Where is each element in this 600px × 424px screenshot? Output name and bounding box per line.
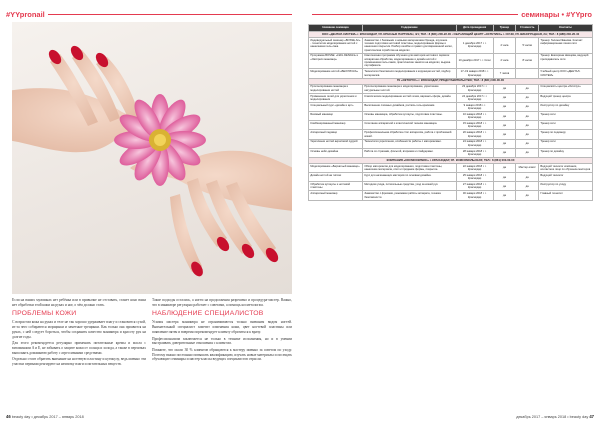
table-cell: да	[493, 130, 516, 139]
table-cell: Моделирование «Бархатный маникюр»	[309, 163, 363, 172]
table-cell: Аппаратный педикюр	[309, 130, 363, 139]
table-cell: Программа BOSSE: «NAIL DESIGN» и «Экспресс-маникюр»	[309, 53, 363, 69]
section-title: ООО «ДЕНТАЛ-СИСТЕМ» г. КРАСНОДАР, УЛ. КРАСНЫХ ПАРТИЗАН, 4/1; ТЕЛ.: 8 (861) 200-22-00 • ОБУЧАЮЩИЙ ЦЕНТР «ЭСТЕТИКА» г. СОЧИ, УЛ. ВИНОГРАДНАЯ, 2А; ТЕЛ.: 8 (988) 230-26-40	[309, 32, 593, 38]
table-cell: Профессиональная обработка стоп аппаратом, работа с проблемной кожей.	[362, 130, 456, 139]
page-number: 47	[589, 414, 594, 419]
table-cell: Тренер по дизайну	[539, 148, 593, 157]
left-text-column-1	[12, 298, 146, 369]
left-text-column-2	[152, 298, 292, 364]
table-cell: да	[516, 84, 539, 93]
table-cell: Главный технолог	[539, 191, 593, 200]
header-tag-right: семинары • #YYpro	[518, 10, 592, 19]
page-number: 46	[6, 414, 11, 419]
table-cell: Работа со стразами, фольгой, втирками и слайдерами.	[362, 148, 456, 157]
table-cell: 28 января 2018 г. г. Краснодар	[456, 148, 493, 157]
table-cell: да	[493, 163, 516, 172]
left-page-header	[0, 10, 300, 19]
table-cell: да	[516, 191, 539, 200]
column-header: Название семинара	[309, 25, 363, 32]
table-cell: Ведущий тренер центра	[539, 93, 593, 102]
table-cell: 5 часов	[516, 37, 539, 53]
table-cell: Ведущий технолог компании, контактное лицо по обучению мастеров	[539, 163, 593, 172]
table-row	[309, 139, 593, 148]
table-cell: Основы маникюра, обработка кутикулы, подготовка пластины.	[362, 112, 456, 121]
table-cell: да	[493, 148, 516, 157]
table-cell: Тренер сети	[539, 112, 593, 121]
table-cell: да	[493, 173, 516, 182]
right-page-header	[300, 10, 600, 19]
table-cell: Моделирование ногтей «БЕЗ РИСКА»	[309, 69, 363, 78]
table-cell: 1 декабря 2017 г. г. Краснодар	[456, 37, 493, 53]
table-cell: 2 часа	[493, 37, 516, 53]
seminar-schedule-table	[308, 24, 593, 201]
table-cell: Тренер: Екатерина Немцова, ведущий преподаватель сети	[539, 53, 593, 69]
table-cell: да	[516, 148, 539, 157]
column-header: Дата проведения	[456, 25, 493, 32]
table-cell: Укрепление ногтей акриловой пудрой	[309, 139, 363, 148]
section-title: ГК «ОКТОПУС» г. КРАСНОДАР, ПРЕДСТАВИТЕЛЬСТВО; ТЕЛ.: 8 (861) 000-00-00	[309, 78, 593, 84]
table-cell: Курс для начинающих мастеров по основам дизайна.	[362, 173, 456, 182]
column-header: Тренер	[493, 25, 516, 32]
table-cell	[516, 69, 539, 78]
column-header: Стоимость	[516, 25, 539, 32]
table-cell: Технология укрепления, особенности работы с материалами.	[362, 139, 456, 148]
table-cell: Инструктор по уходу	[539, 182, 593, 191]
table-cell: Тренер сети	[539, 121, 593, 130]
table-cell: 10 декабря 2017 г. г. Сочи	[456, 53, 493, 69]
table-cell: да	[493, 182, 516, 191]
paragraph: С возрастом кожа на руках и теле не так хорошо удерживает влагу и становится сухой, из-за чего собираются морщинки и заметные трещинки. Как только она проявится на руках, с ней следует бороться, чтобы сохранить качество маникюра и красоту рук на долгие годы.	[12, 320, 146, 339]
table-cell: 30 января 2018 г. г. Краснодар	[456, 191, 493, 200]
seminars-table	[308, 24, 593, 201]
table-cell: Тренер по педикюру	[539, 130, 593, 139]
table-cell: да	[516, 112, 539, 121]
table-cell: 25 января 2018 г. г. Краснодар	[456, 173, 493, 182]
table-cell: Обработка кутикулы и ногтевой пластины	[309, 182, 363, 191]
footer-text: beauty day • декабрь 2017 – январь 2018	[11, 415, 84, 419]
table-row	[309, 112, 593, 121]
table-cell: Специалисты центра «Октопус»	[539, 84, 593, 93]
table-cell: да	[493, 112, 516, 121]
header-tag-left: #YYpronail	[6, 10, 48, 19]
paragraph: Помните, что около 30 % клиентов обращаются к мастеру именно за советом по уходу. Поэтому важно постоянно повышать квалификацию, изучать новые материалы и посещать обучающие семинары и мастер-классы ведущих специалистов отрасли.	[152, 347, 292, 362]
table-cell: 8 часов	[516, 53, 539, 69]
table-cell: да	[516, 139, 539, 148]
table-cell: Комбинированный маникюр	[309, 121, 363, 130]
table-cell: Сочетание аппаратной и классической техники маникюра.	[362, 121, 456, 130]
table-cell: Дизайн ногтей на типсах	[309, 173, 363, 182]
table-row	[309, 182, 593, 191]
table-row	[309, 102, 593, 111]
table-cell: 22 января 2018 г. г. Краснодар	[456, 163, 493, 172]
table-row	[309, 191, 593, 200]
table-cell: Инструктор по дизайну	[539, 102, 593, 111]
table-row	[309, 148, 593, 157]
table-cell: да	[493, 102, 516, 111]
table-cell: Знакомство с базовыми и новыми материалами бренда, изучение техники подготовки ногтевой пластины, моделирование формы и нанесения покрытия. Разбор ошибок и правил долговременной носки, практическая отработка на моделях.	[362, 37, 456, 53]
table-cell: Применение гелей для укрепления и моделирования	[309, 93, 363, 102]
table-cell: Методики ухода, питательные средства, уход за кожей рук.	[362, 182, 456, 191]
table-cell: Пролонгирование маникюра и моделирование, укрепление натуральных ногтей.	[362, 84, 456, 93]
header-rule	[312, 14, 542, 15]
table-cell: 10 января 2018 г. г. Краснодар	[456, 112, 493, 121]
table-body	[309, 32, 593, 201]
table-cell: Ведущий технолог	[539, 173, 593, 182]
table-cell: Обзор материалов для моделирования, подготовка пластины, нанесение материала, опил и придание формы, покрытие.	[362, 163, 456, 172]
table-row	[309, 84, 593, 93]
table-cell: Базовый маникюр	[309, 112, 363, 121]
table-cell: да	[516, 93, 539, 102]
manicure-photo	[12, 22, 292, 294]
column-header: Содержание	[362, 25, 456, 32]
table-cell: Основы нейл-дизайна	[309, 148, 363, 157]
footer-right	[516, 414, 594, 419]
table-cell: Выполнение сложных дизайнов, роспись гель-красками.	[362, 102, 456, 111]
table-cell: Пролонгирование маникюра и моделирование ногтей	[309, 84, 363, 93]
paragraph: Такие подходы остались, а ногти на продолжения разрешено и процедура-мастер. Важно, что в маникюре регулярно работает с советами, а помощь косметологам.	[152, 298, 292, 307]
table-row	[309, 93, 593, 102]
hands-flower-illustration	[12, 22, 292, 294]
table-cell: Тренер сети	[539, 139, 593, 148]
table-cell: Знакомство с фрезами, режимами работы аппарата, техника безопасности.	[362, 191, 456, 200]
table-cell: да	[493, 139, 516, 148]
table-cell: Мастер-класс	[516, 163, 539, 172]
table-cell: 2 часа	[493, 53, 516, 69]
header-rule	[30, 14, 292, 15]
table-row	[309, 69, 593, 78]
table-cell: да	[493, 191, 516, 200]
table-cell: Тренер: Галина Иванова. Контакт: информационная линия сети	[539, 37, 593, 53]
table-cell: 20 января 2018 г. г. Краснодар	[456, 130, 493, 139]
table-cell: да	[516, 130, 539, 139]
table-cell: да	[493, 121, 516, 130]
footer-text: декабрь 2017 – январь 2018 • beauty day	[516, 415, 589, 419]
table-row	[309, 121, 593, 130]
paragraph: Для этого рекомендуется регулярно применять питательные кремы и масла с витаминами A и E, не забывать о защите кожи от солнца и холода, а также в перчатках выполнять домашнюю работу с агрессивными средствами.	[12, 341, 146, 355]
paragraph: Профессионализм заключается не только в технике исполнения, но и в умении выстраивать доверительные отношения с клиентом.	[152, 336, 292, 346]
table-cell: 27 января 2018 г. г. Краснодар	[456, 182, 493, 191]
paragraph: Отдельно стоит обратить внимание на ногтевую пластину и кутикулу, ведь именно эти участки первыми реагируют на нехватку влаги и питательных веществ.	[12, 357, 146, 367]
paragraph: Усилия мастера маникюра не ограничиваются только внешним видом ногтей. Внимательный специалист заметит изменения кожи, цвет ногтевой пластины или появление пятен и вовремя порекомендует клиенту обратиться к врачу.	[152, 320, 292, 334]
table-cell: да	[493, 84, 516, 93]
table-cell: 23 декабря 2017 г. г. Краснодар	[456, 84, 493, 93]
table-row	[309, 53, 593, 69]
table-cell: да	[516, 102, 539, 111]
table-row	[309, 163, 593, 172]
column-header: Контакты	[539, 25, 593, 32]
table-cell: 24 января 2018 г. г. Краснодар	[456, 139, 493, 148]
table-cell: 9 января 2018 г. г. Краснодар	[456, 102, 493, 111]
table-cell: Классическое моделирование ногтей гелем, варианты форм, дизайн.	[362, 93, 456, 102]
table-header-row	[309, 25, 593, 32]
section-heading: ПРОБЛЕМЫ КОЖИ	[12, 310, 77, 318]
table-cell: Технология безопасного моделирования и коррекции ногтей, подбор материалов.	[362, 69, 456, 78]
table-cell: да	[493, 93, 516, 102]
table-cell: 15 января 2018 г. г. Краснодар	[456, 121, 493, 130]
table-cell: 24 декабря 2017 г. г. Краснодар	[456, 93, 493, 102]
table-cell: 17–19 января 2018 г. г. Краснодар	[456, 69, 493, 78]
section-title: КОМПАНИЯ «КОСМОСЕРВИС» г. КРАСНОДАР, УЛ. КОМСОМОЛЬСКАЯ; ТЕЛ.: 8 (861) 000-00-00	[309, 158, 593, 164]
table-cell: да	[516, 121, 539, 130]
table-cell: Индивидуальный семинар «BOSSE Air» - технология моделирования ногтей с нанесением гель-лака	[309, 37, 363, 53]
paragraph: Если на ваших мужчинах нет ребёнка или в привычке не отставать, станет ясно ваша нет обработки этой кожи на руках и ног, о чём должно стать.	[12, 298, 146, 307]
table-cell: да	[516, 182, 539, 191]
table-cell: Специальный курс «дизайн и арт»	[309, 102, 363, 111]
table-cell: 7 часов	[493, 69, 516, 78]
table-row	[309, 173, 593, 182]
table-cell: Аппаратный маникюр	[309, 191, 363, 200]
footer-left	[6, 414, 84, 419]
table-row	[309, 130, 593, 139]
table-row	[309, 37, 593, 53]
section-heading: НАБЛЮДЕНИЕ СПЕЦИАЛИСТОВ	[152, 310, 264, 318]
table-cell: Комплексная программа обучения для мастеров ногтевого сервиса: аппаратная обработка, моделирование и дизайн ногтей с применением гель-лаков, практические занятия на моделях, выдача сертификата.	[362, 53, 456, 69]
table-cell: Учебный центр ООО «ДЕНТАЛ-СИСТЕМ»	[539, 69, 593, 78]
table-cell: да	[516, 173, 539, 182]
